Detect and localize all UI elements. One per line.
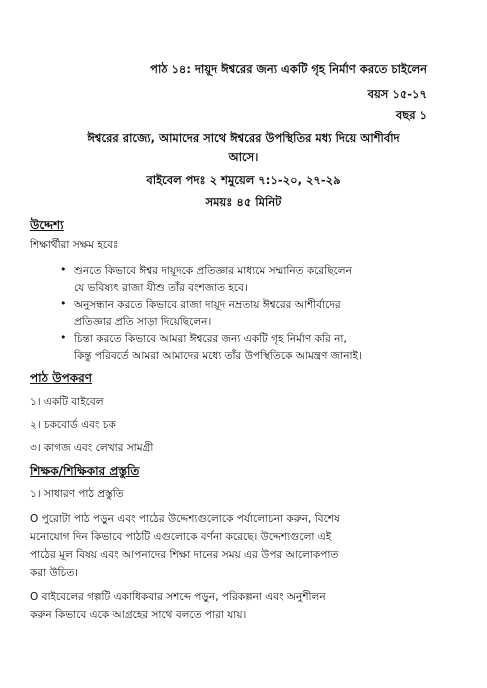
bible-passage: বাইবেল পদঃ ২ শমুয়েল ৭:১-২০, ২৭-২৯ (146, 173, 341, 187)
material-item: ২। চকবোর্ড এবং চক (30, 419, 116, 431)
lesson-title: পাঠ ১৪: দায়ূদ ঈশ্বরের জন্য একটি গৃহ নির্মাণ করতে চাইলেন (150, 62, 427, 76)
year-label: বছর ১ (395, 108, 427, 122)
paragraph-line: পাঠের মূল বিষয় এবং আপনাদের শিক্ষা দানের সময় এর উপর আলোকপাত (30, 549, 339, 561)
objective-line: চিন্তা করতে কিভাবে আমরা ঈশ্বরের জন্য একটি গৃহ নির্মাণ করি না, (74, 333, 347, 345)
preparation-subheading: ১। সাধারণ পাঠ প্রস্তুতি (30, 488, 124, 500)
material-item: ৩। কাগজ এবং লেখার সামগ্রী (30, 442, 154, 454)
bullet-marker: • (60, 263, 67, 276)
bullet-marker: • (60, 331, 67, 344)
lesson-time: সময়ঃ ৪৫ মিনিট (205, 195, 282, 209)
age-range: বয়স ১৫-১৭ (367, 87, 427, 101)
objective-line: যে ভবিষ্যৎ রাজা যীশু তাঁর বংশজাত হবে। (74, 282, 248, 294)
objectives-heading: উদ্দেশ্য (30, 218, 64, 232)
objectives-intro: শিক্ষার্থীরা সক্ষম হবেঃ (30, 239, 119, 251)
paragraph-line: O পুরোটা পাঠ পড়ুন এবং পাঠের উদ্দেশ্যগুলোকে পর্যালোচনা করুন, বিশেষ (30, 513, 340, 525)
paragraph-line: করা উচিত। (30, 567, 78, 579)
objective-line: প্রতিজ্ঞার প্রতি সাড়া দিয়েছিলেন। (74, 316, 212, 328)
paragraph-line: করুন কিভাবে একে আগ্রহের সাথে বলতে পারা যায়। (30, 609, 247, 621)
bullet-marker: • (60, 297, 67, 310)
objective-line: অনুসন্ধান করতে কিভাবে রাজা দায়ূদ নম্রতায় ঈশ্বরের আশীর্বাদের (74, 299, 341, 311)
objective-line: কিন্তু পরিবর্তে আমরা আমাদের মধ্যে তাঁর উপস্থিতিকে আমন্ত্রণ জানাই। (74, 350, 362, 362)
preparation-heading: শিক্ষক/শিক্ষিকার প্রস্তুতি (30, 464, 140, 478)
materials-heading: পাঠ উপকরণ (30, 371, 92, 385)
material-item: ১। একটি বাইবেল (30, 396, 104, 408)
theme-line-1: ঈশ্বরের রাজ্যে, আমাদের সাথে ঈশ্বরের উপস্থিতির মধ্য দিয়ে আশীর্বাদ (87, 131, 400, 145)
objective-line: শুনতে কিভাবে ঈশ্বর দায়ূদকে প্রতিজ্ঞার মাধ্যমে সম্মানিত করেছিলেন (74, 265, 352, 277)
theme-line-2: আসে। (228, 150, 259, 164)
paragraph-line: O বাইবেলের গল্পটি একাধিকবার সশব্দে পড়ুন, পরিকল্পনা এবং অনুশীলন (30, 591, 326, 603)
paragraph-line: মনোযোগ দিন কিভাবে পাঠটি এগুলোকে বর্ণনা করেছে। উদ্দেশ্যগুলো এই (30, 531, 332, 543)
